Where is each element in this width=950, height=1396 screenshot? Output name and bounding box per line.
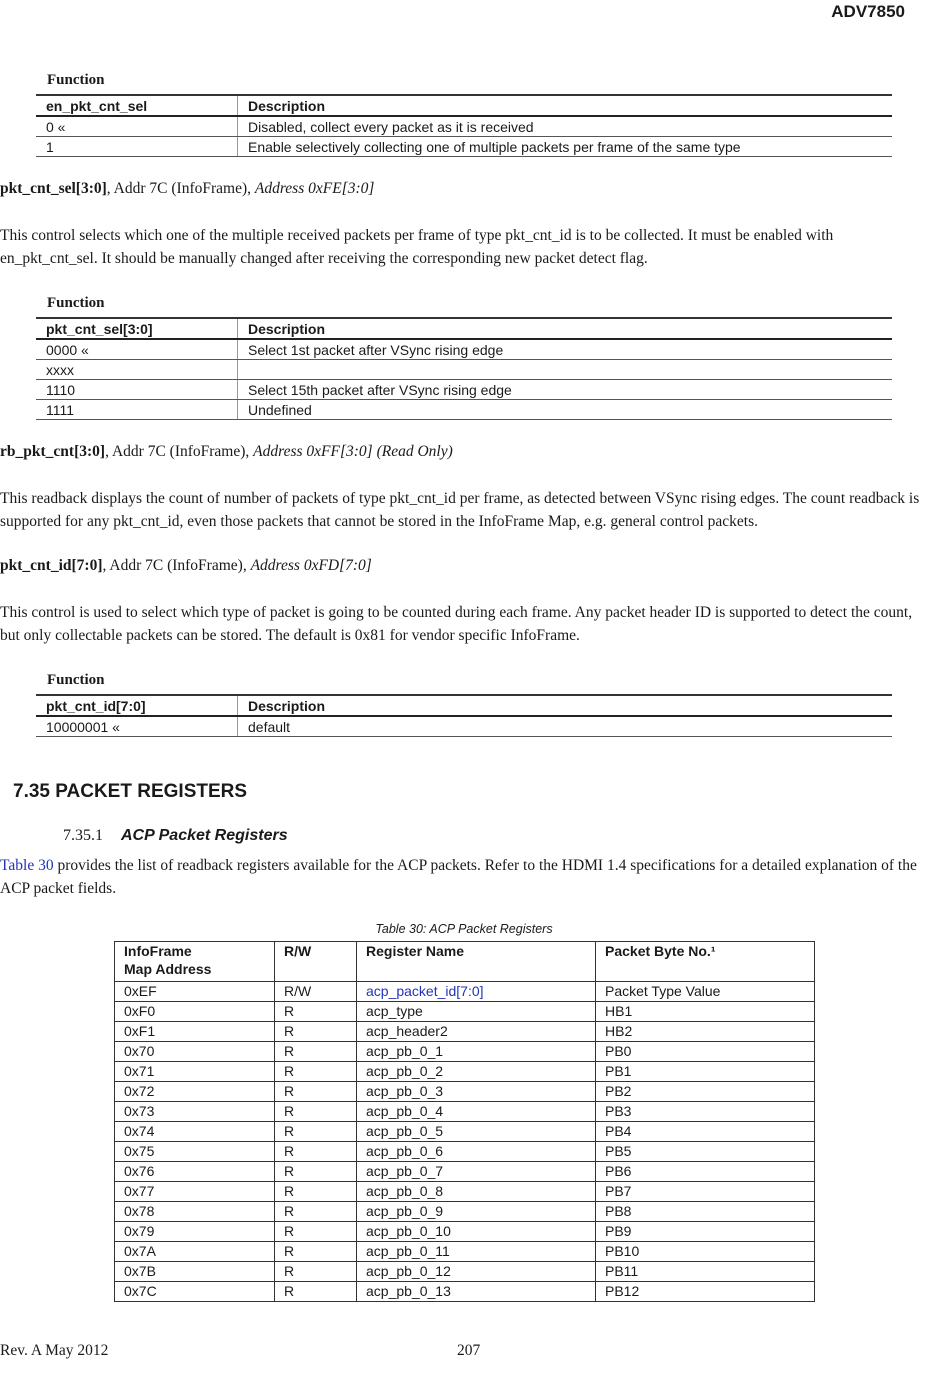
register-addr: , Addr 7C (InfoFrame),	[102, 557, 251, 574]
table-cell: 0x79	[115, 1222, 275, 1242]
table-row	[36, 380, 892, 400]
register-name-cell: acp_pb_0_5	[357, 1122, 596, 1142]
table-row	[115, 1202, 815, 1222]
register-name-cell: acp_header2	[357, 1022, 596, 1042]
table-cell: PB6	[596, 1162, 815, 1182]
table-cell: PB8	[596, 1202, 815, 1222]
table-row	[115, 1042, 815, 1062]
register-address: Address 0xFF[3:0] (Read Only)	[253, 443, 453, 460]
table-cell: Disabled, collect every packet as it is received	[238, 116, 893, 137]
table-header-row	[115, 942, 815, 982]
table-cell: 0x7B	[115, 1262, 275, 1282]
acp-packet-registers-table	[114, 941, 815, 1302]
table-cell: Packet Type Value	[596, 982, 815, 1002]
table-row	[36, 339, 892, 360]
table-cell: Undefined	[238, 400, 893, 420]
table-row	[115, 1142, 815, 1162]
table-cell: R	[275, 1182, 357, 1202]
table-row	[36, 116, 892, 137]
table-cell: 0000 «	[36, 339, 238, 360]
table-cell: PB12	[596, 1282, 815, 1302]
table-cell: PB2	[596, 1082, 815, 1102]
register-name-cell: acp_pb_0_7	[357, 1162, 596, 1182]
table-cell: PB7	[596, 1182, 815, 1202]
register-heading-pkt-cnt-id	[0, 557, 372, 575]
register-description: This control is used to select which type of packet is going to be counted during each frame. Any packet header ID is supported to detect the count, but only collectable packets can be stored. The default is 0x81 for vendor specific InfoFrame.	[0, 604, 913, 644]
section-intro	[0, 855, 925, 900]
table-cell: R	[275, 1282, 357, 1302]
function-table-en-pkt-cnt-sel	[36, 94, 892, 157]
table-row	[115, 1222, 815, 1242]
table-cell: 0x7C	[115, 1282, 275, 1302]
register-addr: , Addr 7C (InfoFrame),	[106, 180, 255, 197]
table-row	[36, 137, 892, 157]
table-cell: R	[275, 1222, 357, 1242]
register-name: pkt_cnt_sel[3:0]	[0, 180, 107, 197]
table-cell: 0x72	[115, 1082, 275, 1102]
table-cell: 1	[36, 137, 238, 157]
table-cell: PB3	[596, 1102, 815, 1122]
column-header: InfoFrame Map Address	[115, 942, 275, 982]
register-name-cell: acp_pb_0_4	[357, 1102, 596, 1122]
column-header: Description	[238, 318, 893, 339]
table-cell: R	[275, 1042, 357, 1062]
table-row	[115, 1022, 815, 1042]
subsection-number: 7.35.1	[63, 827, 103, 844]
column-header: Packet Byte No.¹	[596, 942, 815, 982]
column-header: R/W	[275, 942, 357, 982]
table-cell: 0x77	[115, 1182, 275, 1202]
register-addr: , Addr 7C (InfoFrame),	[105, 443, 254, 460]
table-row	[115, 1242, 815, 1262]
table-cell: 0x71	[115, 1062, 275, 1082]
table-row	[36, 360, 892, 380]
register-description: This readback displays the count of number of packets of type pkt_cnt_id per frame, as detected between VSync rising edges. The count readback is supported for any pkt_cnt_id, even those packets that cannot be stored in the InfoFrame Map, e.g. general control packets.	[0, 490, 920, 530]
table-cell: R	[275, 1102, 357, 1122]
register-name-cell: acp_pb_0_8	[357, 1182, 596, 1202]
table-row	[115, 1002, 815, 1022]
table-cell: 1111	[36, 400, 238, 420]
register-name: pkt_cnt_id[7:0]	[0, 557, 103, 574]
register-name-cell: acp_pb_0_9	[357, 1202, 596, 1222]
table-cell: 0xEF	[115, 982, 275, 1002]
table-cell: R	[275, 1262, 357, 1282]
register-description: This control selects which one of the multiple received packets per frame of type pkt_cnt_id is to be collected. It must be enabled with en_pkt_cnt_sel. It should be manually changed after receiving the corresponding new packet detect flag.	[0, 227, 834, 267]
subsection-title: ACP Packet Registers	[121, 827, 288, 844]
register-name: rb_pkt_cnt[3:0]	[0, 443, 106, 460]
table-cell: R	[275, 1022, 357, 1042]
footer-revision: Rev. A May 2012	[0, 1342, 109, 1359]
table-cell: xxxx	[36, 360, 238, 380]
table-cell: PB9	[596, 1222, 815, 1242]
table-cell: 0xF0	[115, 1002, 275, 1022]
table-cell: 0x78	[115, 1202, 275, 1222]
register-address: Address 0xFE[3:0]	[254, 180, 375, 197]
column-header: Register Name	[357, 942, 596, 982]
register-name-cell: acp_pb_0_6	[357, 1142, 596, 1162]
table-cell: R	[275, 1002, 357, 1022]
table-cell: 10000001 «	[36, 716, 238, 737]
table-cell: 0x70	[115, 1042, 275, 1062]
table-cell: 0x73	[115, 1102, 275, 1122]
column-header: en_pkt_cnt_sel	[36, 95, 238, 116]
table-cell: PB0	[596, 1042, 815, 1062]
table-row	[36, 716, 892, 737]
table-row	[115, 1082, 815, 1102]
table-row	[115, 1062, 815, 1082]
table-cell: PB1	[596, 1062, 815, 1082]
table-row	[115, 1282, 815, 1302]
table-cell: 0 «	[36, 116, 238, 137]
table-cell: R	[275, 1142, 357, 1162]
function-label: Function	[47, 72, 105, 88]
register-heading-pkt-cnt-sel	[0, 180, 374, 198]
table-row	[115, 1102, 815, 1122]
table-cell: Select 1st packet after VSync rising edge	[238, 339, 893, 360]
section-heading: 7.35 PACKET REGISTERS	[13, 781, 248, 802]
intro-text: provides the list of readback registers available for the ACP packets. Refer to the HDMI 1.4 specifications for a detailed explanation of the ACP packet fields.	[0, 857, 917, 897]
table-cell: HB2	[596, 1022, 815, 1042]
table-cell: 0x74	[115, 1122, 275, 1142]
subsection-heading	[63, 827, 288, 845]
table-cell: 0x76	[115, 1162, 275, 1182]
register-name-cell: acp_pb_0_1	[357, 1042, 596, 1062]
column-header: Description	[238, 695, 893, 716]
column-header: Description	[238, 95, 893, 116]
column-header: pkt_cnt_sel[3:0]	[36, 318, 238, 339]
table-cell: 1110	[36, 380, 238, 400]
table-row	[115, 982, 815, 1002]
register-name-cell: acp_pb_0_10	[357, 1222, 596, 1242]
register-name-cell: acp_pb_0_13	[357, 1282, 596, 1302]
table-cell: R/W	[275, 982, 357, 1002]
document-header-title: ADV7850	[831, 2, 905, 21]
register-address: Address 0xFD[7:0]	[250, 557, 372, 574]
table-header-row	[36, 318, 892, 339]
table-cell: 0x7A	[115, 1242, 275, 1262]
register-name-cell: acp_type	[357, 1002, 596, 1022]
table-row	[115, 1182, 815, 1202]
table-cell: 0x75	[115, 1142, 275, 1162]
function-table-pkt-cnt-sel	[36, 317, 892, 420]
table-cell: R	[275, 1082, 357, 1102]
table-cell: PB10	[596, 1242, 815, 1262]
table-30-link[interactable]: Table 30	[0, 857, 54, 874]
register-name-cell: acp_pb_0_2	[357, 1062, 596, 1082]
function-label: Function	[47, 672, 105, 688]
table-cell: R	[275, 1062, 357, 1082]
table-cell	[238, 360, 893, 380]
register-heading-rb-pkt-cnt	[0, 443, 453, 461]
table-cell: default	[238, 716, 893, 737]
table-cell: R	[275, 1242, 357, 1262]
column-header: pkt_cnt_id[7:0]	[36, 695, 238, 716]
table-row	[36, 400, 892, 420]
table-cell: 0xF1	[115, 1022, 275, 1042]
footer-page-number: 207	[457, 1342, 481, 1359]
function-label: Function	[47, 295, 105, 311]
table-cell: PB5	[596, 1142, 815, 1162]
table-header-row	[36, 95, 892, 116]
table-cell: Select 15th packet after VSync rising edge	[238, 380, 893, 400]
table-cell: PB11	[596, 1262, 815, 1282]
table-row	[115, 1262, 815, 1282]
table-cell: R	[275, 1122, 357, 1142]
function-table-pkt-cnt-id	[36, 694, 892, 737]
table-cell: R	[275, 1202, 357, 1222]
table-cell: R	[275, 1162, 357, 1182]
table-header-row	[36, 695, 892, 716]
table-cell: HB1	[596, 1002, 815, 1022]
acp-packet-id-link[interactable]: acp_packet_id[7:0]	[357, 982, 596, 1002]
register-name-cell: acp_pb_0_3	[357, 1082, 596, 1102]
table-cell: PB4	[596, 1122, 815, 1142]
table-caption: Table 30: ACP Packet Registers	[375, 922, 553, 936]
table-row	[115, 1122, 815, 1142]
table-cell: Enable selectively collecting one of multiple packets per frame of the same type	[238, 137, 893, 157]
table-row	[115, 1162, 815, 1182]
register-name-cell: acp_pb_0_11	[357, 1242, 596, 1262]
register-name-cell: acp_pb_0_12	[357, 1262, 596, 1282]
